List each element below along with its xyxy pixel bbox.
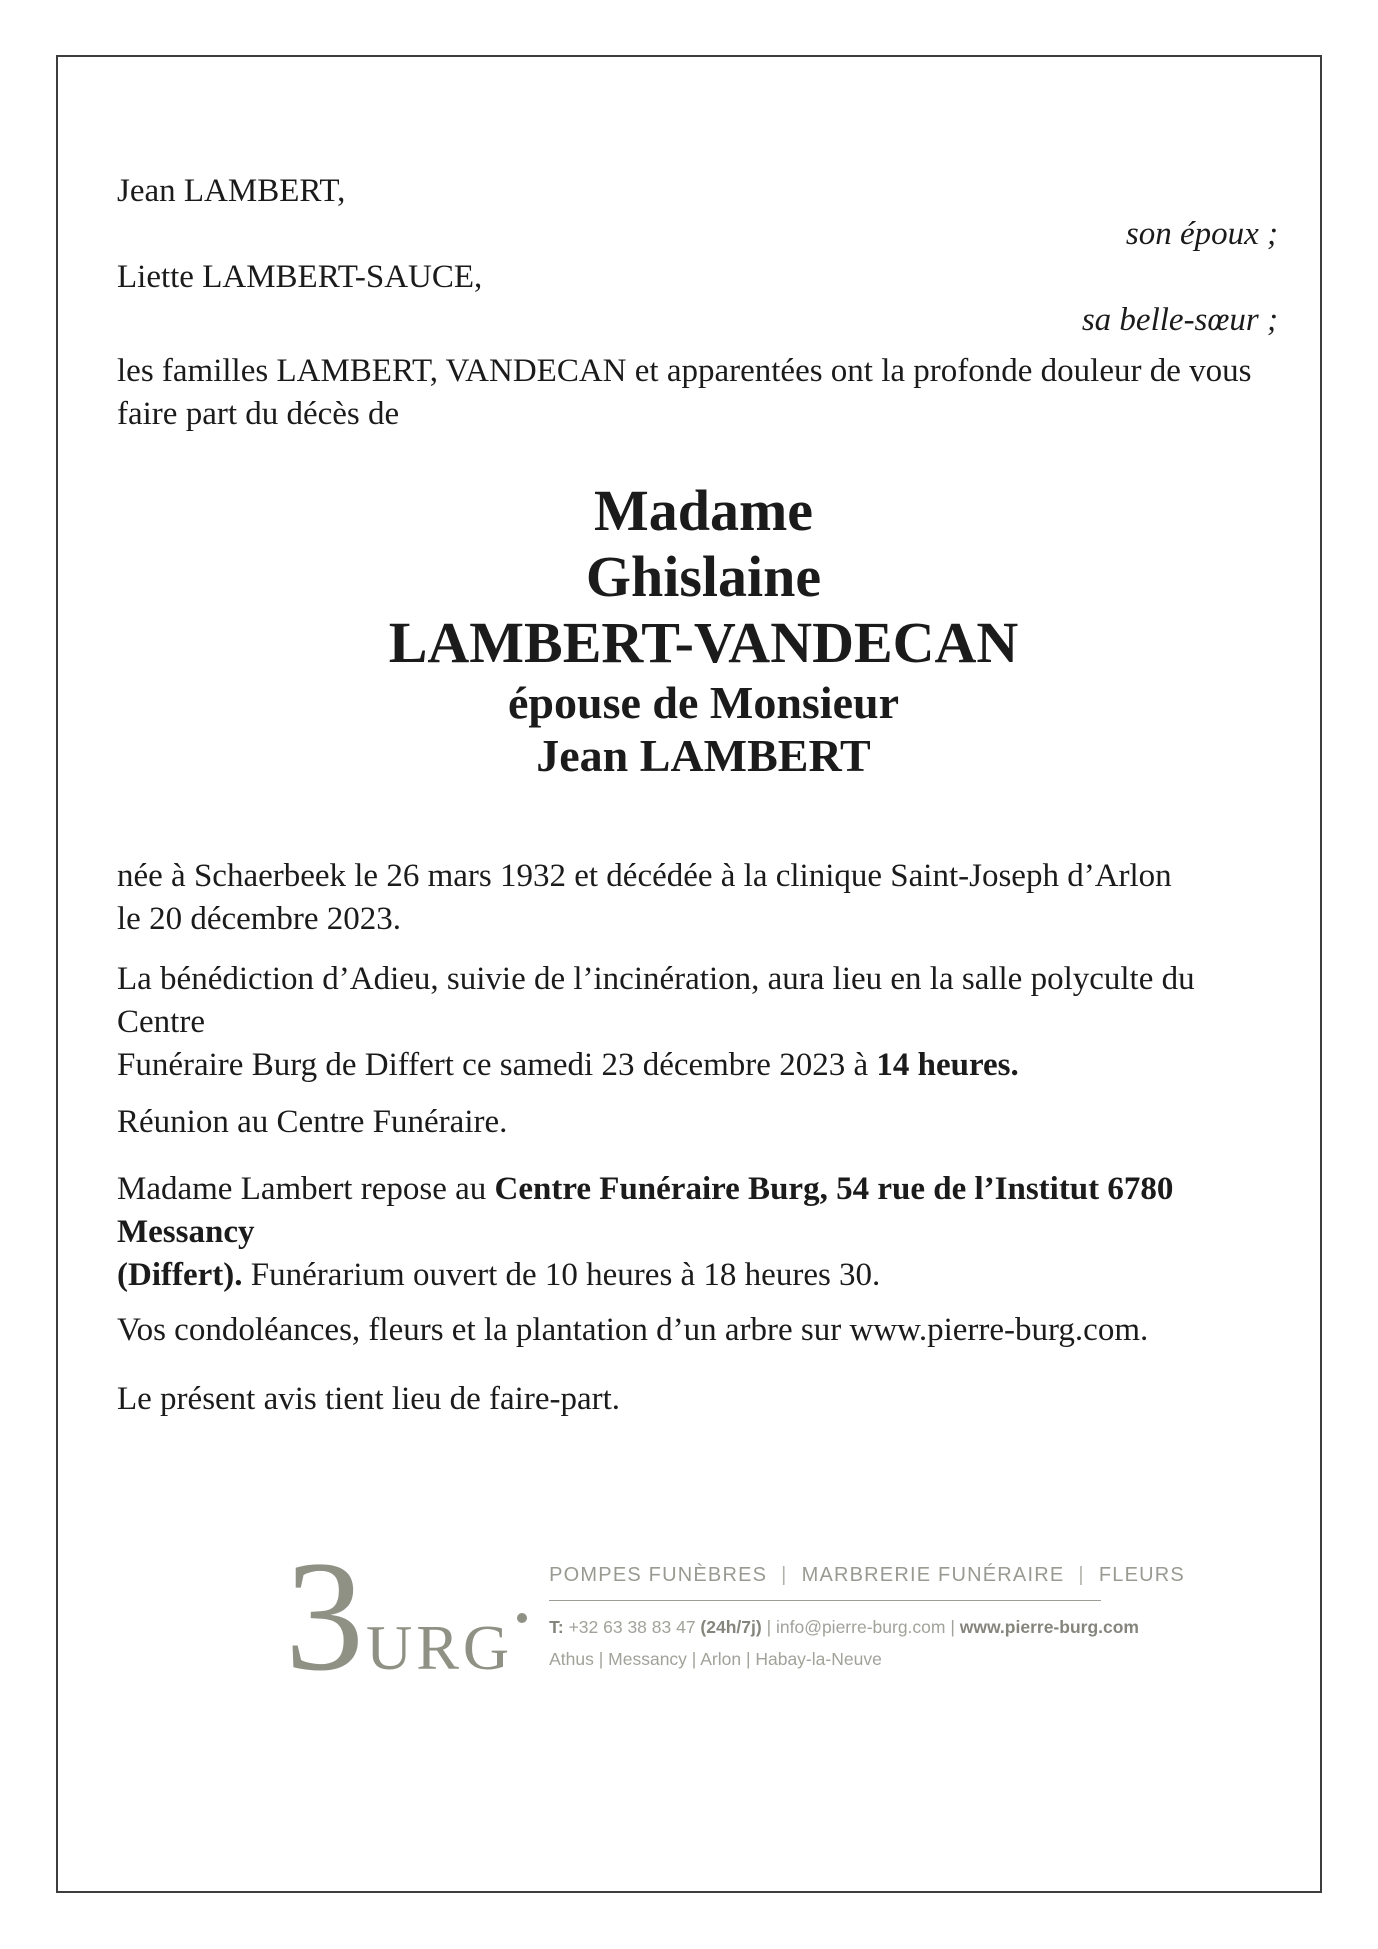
divider: |: [1078, 1564, 1085, 1586]
paragraph-ceremony: La bénédiction d’Adieu, suivie de l’incinération, aura lieu en la salle polyculte du Centre Funéraire Burg de Differt ce samedi 23 décembre 2023 à 14 heures.: [117, 961, 1195, 1083]
relations-block: [117, 170, 1290, 342]
deceased-last-name: LAMBERT-VANDECAN: [388, 610, 1019, 675]
footer-info: [549, 1564, 1185, 1671]
service-label: FLEURS: [1098, 1564, 1185, 1586]
footer-cities-line: Athus | Messancy | Arlon | Habay-la-Neuve: [549, 1649, 882, 1669]
paragraph-condolences: Vos condoléances, fleurs et la plantation d’un arbre sur www.pierre-burg.com.: [117, 1312, 1149, 1348]
burg-logo-b-glyph: 3: [285, 1529, 364, 1704]
footer-services: [549, 1564, 1185, 1587]
footer-contact-line: T: +32 63 38 83 47 (24h/7j) | info@pierre-burg.com | www.pierre-burg.com: [549, 1617, 1139, 1637]
footer-divider-line: [549, 1600, 1101, 1601]
relative-name: Jean LAMBERT,: [117, 173, 346, 209]
announcement-page: [56, 55, 1322, 1893]
service-label: POMPES FUNÈBRES: [549, 1564, 768, 1586]
deceased-headline: [117, 478, 1290, 782]
spouse-line: épouse de Monsieur: [508, 677, 899, 728]
burg-logo: [285, 1529, 527, 1704]
body-text: [117, 855, 1290, 1421]
intro-paragraph: les familles LAMBERT, VANDECAN et apparentées ont la profonde douleur de vous faire part du décès de: [117, 353, 1252, 432]
paragraph-repose: Madame Lambert repose au Centre Funéraire Burg, 54 rue de l’Institut 6780 Messancy (Differt). Funérarium ouvert de 10 heures à 18 heures 30.: [117, 1171, 1174, 1293]
relative-relation: son époux ;: [1125, 216, 1278, 252]
paragraph-birth-death: née à Schaerbeek le 26 mars 1932 et décédée à la clinique Saint-Joseph d’Arlon le 20 décembre 2023.: [117, 858, 1172, 937]
deceased-title: Madame: [593, 478, 814, 543]
deceased-first-name: Ghislaine: [585, 544, 822, 609]
service-label: MARBRERIE FUNÉRAIRE: [801, 1564, 1065, 1586]
funeral-home-footer: [285, 1529, 1185, 1704]
burg-logo-dot-icon: [517, 1613, 527, 1623]
relative-name: Liette LAMBERT-SAUCE,: [117, 259, 483, 295]
paragraph-notice: Le présent avis tient lieu de faire-part.: [117, 1381, 621, 1417]
relative-relation: sa belle-sœur ;: [1081, 302, 1278, 338]
divider: |: [781, 1564, 788, 1586]
paragraph-meeting: Réunion au Centre Funéraire.: [117, 1104, 508, 1140]
burg-logo-text: URG: [366, 1612, 514, 1683]
spouse-name: Jean LAMBERT: [536, 730, 871, 781]
